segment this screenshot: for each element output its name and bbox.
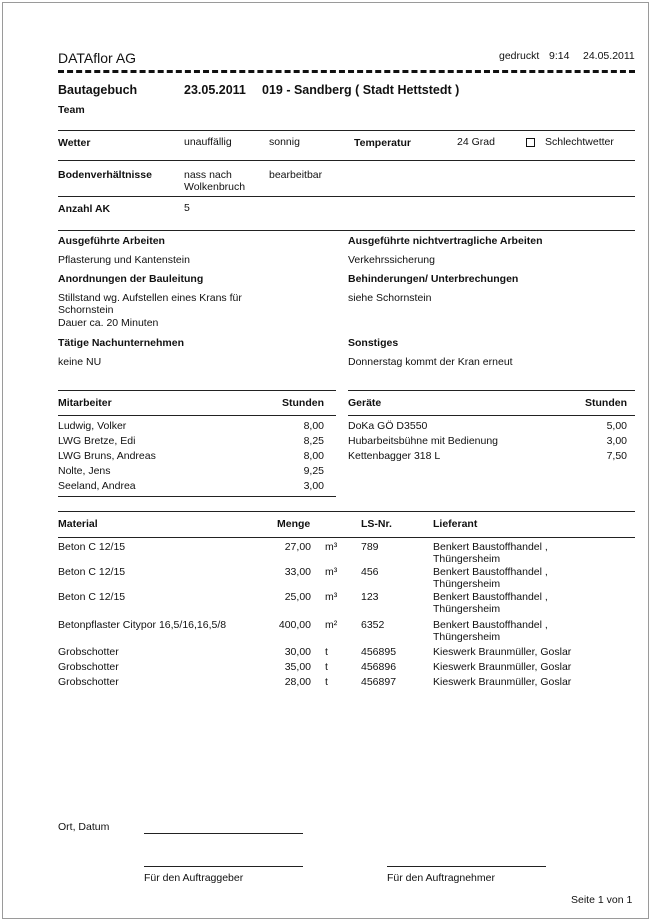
staff-hours: 3,00 xyxy=(303,480,324,492)
material-unit: m² xyxy=(325,619,338,631)
other-label: Sonstiges xyxy=(348,337,399,349)
material-supplier-line2: Thüngersheim xyxy=(433,631,501,643)
material-qty: 27,00 xyxy=(284,541,311,553)
material-unit: m³ xyxy=(325,541,338,553)
material-supplier: Benkert Baustoffhandel , xyxy=(433,619,548,631)
orders-line-1: Stillstand wg. Aufstellen eines Krans für xyxy=(58,292,242,304)
equipment-name: Kettenbagger 318 L xyxy=(348,450,441,462)
equipment-col-name: Geräte xyxy=(348,397,382,409)
material-name: Betonpflaster Citypor 16,5/16,16,5/8 xyxy=(58,619,227,631)
subcontractors-value: keine NU xyxy=(58,356,102,368)
equipment-hours: 5,00 xyxy=(606,420,627,432)
page-number: Seite 1 von 1 xyxy=(571,894,633,906)
material-unit: m³ xyxy=(325,566,338,578)
material-qty: 25,00 xyxy=(284,591,311,603)
staff-table-bottom-border xyxy=(58,496,336,497)
material-supplier-line2: Thüngersheim xyxy=(433,578,501,590)
subcontractors-label: Tätige Nachunternehmen xyxy=(58,337,185,349)
temperature-value: 24 Grad xyxy=(457,136,495,148)
printed-label: gedruckt xyxy=(499,50,540,62)
material-ls-number: 456896 xyxy=(361,661,397,673)
material-col-qty: Menge xyxy=(277,518,311,530)
contractor-signature-line[interactable] xyxy=(387,866,546,867)
printed-date: 24.05.2011 xyxy=(583,50,635,62)
equipment-table-top-border xyxy=(348,390,635,391)
client-signature-line[interactable] xyxy=(144,866,303,867)
material-qty: 30,00 xyxy=(284,646,311,658)
work-done-value: Pflasterung und Kantenstein xyxy=(58,254,190,266)
material-ls-number: 456897 xyxy=(361,676,397,688)
soil-value-2: bearbeitbar xyxy=(269,169,323,181)
staff-hours: 8,00 xyxy=(303,420,324,432)
material-qty: 35,00 xyxy=(284,661,311,673)
staff-col-name: Mitarbeiter xyxy=(58,397,112,409)
weather-label: Wetter xyxy=(58,137,91,149)
material-supplier-line2: Thüngersheim xyxy=(433,553,501,565)
material-unit: m³ xyxy=(325,591,338,603)
diary-date: 23.05.2011 xyxy=(184,83,246,97)
soil-value-1-line1: nass nach xyxy=(184,169,232,181)
staff-table-top-border xyxy=(58,390,336,391)
orders-line-2: Schornstein xyxy=(58,304,114,316)
orders-line-3: Dauer ca. 20 Minuten xyxy=(58,317,159,329)
divider xyxy=(58,130,635,131)
material-qty: 400,00 xyxy=(278,619,311,631)
staff-name: Ludwig, Volker xyxy=(58,420,127,432)
material-name: Grobschotter xyxy=(58,661,119,673)
staff-hours: 8,25 xyxy=(303,435,324,447)
divider xyxy=(58,230,635,231)
equipment-table-header-border xyxy=(348,415,635,416)
workers-count-label: Anzahl AK xyxy=(58,203,111,215)
material-supplier: Kieswerk Braunmüller, Goslar xyxy=(433,676,572,688)
document-title: Bautagebuch xyxy=(58,83,138,97)
obstacles-value: siehe Schornstein xyxy=(348,292,432,304)
material-supplier: Kieswerk Braunmüller, Goslar xyxy=(433,646,572,658)
staff-name: LWG Bruns, Andreas xyxy=(58,450,156,462)
staff-name: Nolte, Jens xyxy=(58,465,111,477)
contractor-signature-label: Für den Auftragnehmer xyxy=(387,872,495,884)
staff-name: Seeland, Andrea xyxy=(58,480,136,492)
printed-time: 9:14 xyxy=(549,50,570,62)
material-supplier: Kieswerk Braunmüller, Goslar xyxy=(433,661,572,673)
extra-work-label: Ausgeführte nichtvertragliche Arbeiten xyxy=(348,235,543,247)
material-unit: t xyxy=(325,661,328,673)
staff-name: LWG Bretze, Edi xyxy=(58,435,136,447)
material-ls-number: 6352 xyxy=(361,619,385,631)
material-name: Beton C 12/15 xyxy=(58,566,126,578)
material-ls-number: 456 xyxy=(361,566,379,578)
company-name: DATAflor AG xyxy=(58,50,137,66)
other-value: Donnerstag kommt der Kran erneut xyxy=(348,356,513,368)
extra-work-value: Verkehrssicherung xyxy=(348,254,435,266)
material-col-material: Material xyxy=(58,518,98,530)
material-name: Beton C 12/15 xyxy=(58,541,126,553)
material-supplier-line2: Thüngersheim xyxy=(433,603,501,615)
place-date-signature-line[interactable] xyxy=(144,833,303,834)
material-supplier: Benkert Baustoffhandel , xyxy=(433,541,548,553)
client-signature-label: Für den Auftraggeber xyxy=(144,872,244,884)
staff-col-hours: Stunden xyxy=(282,397,324,409)
material-table-top-border xyxy=(58,511,635,512)
material-ls-number: 789 xyxy=(361,541,379,553)
material-name: Grobschotter xyxy=(58,646,119,658)
material-col-ls: LS-Nr. xyxy=(361,518,392,530)
orders-label: Anordnungen der Bauleitung xyxy=(58,273,204,285)
divider xyxy=(58,160,635,161)
equipment-col-hours: Stunden xyxy=(585,397,627,409)
material-ls-number: 123 xyxy=(361,591,379,603)
project-name: 019 - Sandberg ( Stadt Hettstedt ) xyxy=(262,83,460,97)
weather-value-2: sonnig xyxy=(269,136,300,148)
divider xyxy=(58,196,635,197)
equipment-hours: 3,00 xyxy=(606,435,627,447)
material-qty: 33,00 xyxy=(284,566,311,578)
equipment-hours: 7,50 xyxy=(606,450,627,462)
material-qty: 28,00 xyxy=(284,676,311,688)
material-name: Grobschotter xyxy=(58,676,119,688)
header-dashed-divider xyxy=(58,70,635,73)
material-unit: t xyxy=(325,676,328,688)
place-date-label: Ort, Datum xyxy=(58,821,110,833)
work-done-label: Ausgeführte Arbeiten xyxy=(58,235,165,247)
equipment-name: DoKa GÖ D3550 xyxy=(348,420,428,432)
staff-hours: 8,00 xyxy=(303,450,324,462)
bad-weather-checkbox[interactable] xyxy=(526,138,535,147)
material-unit: t xyxy=(325,646,328,658)
bad-weather-label: Schlechtwetter xyxy=(545,136,614,148)
workers-count-value: 5 xyxy=(184,202,190,214)
material-col-supplier: Lieferant xyxy=(433,518,478,530)
material-ls-number: 456895 xyxy=(361,646,397,658)
material-name: Beton C 12/15 xyxy=(58,591,126,603)
team-label: Team xyxy=(58,104,85,116)
material-table-header-border xyxy=(58,537,635,538)
obstacles-label: Behinderungen/ Unterbrechungen xyxy=(348,273,519,285)
equipment-name: Hubarbeitsbühne mit Bedienung xyxy=(348,435,499,447)
soil-label: Bodenverhältnisse xyxy=(58,169,152,181)
staff-table-header-border xyxy=(58,415,336,416)
weather-value-1: unauffällig xyxy=(184,136,232,148)
staff-hours: 9,25 xyxy=(303,465,324,477)
material-supplier: Benkert Baustoffhandel , xyxy=(433,566,548,578)
temperature-label: Temperatur xyxy=(354,137,411,149)
soil-value-1-line2: Wolkenbruch xyxy=(184,181,246,193)
material-supplier: Benkert Baustoffhandel , xyxy=(433,591,548,603)
